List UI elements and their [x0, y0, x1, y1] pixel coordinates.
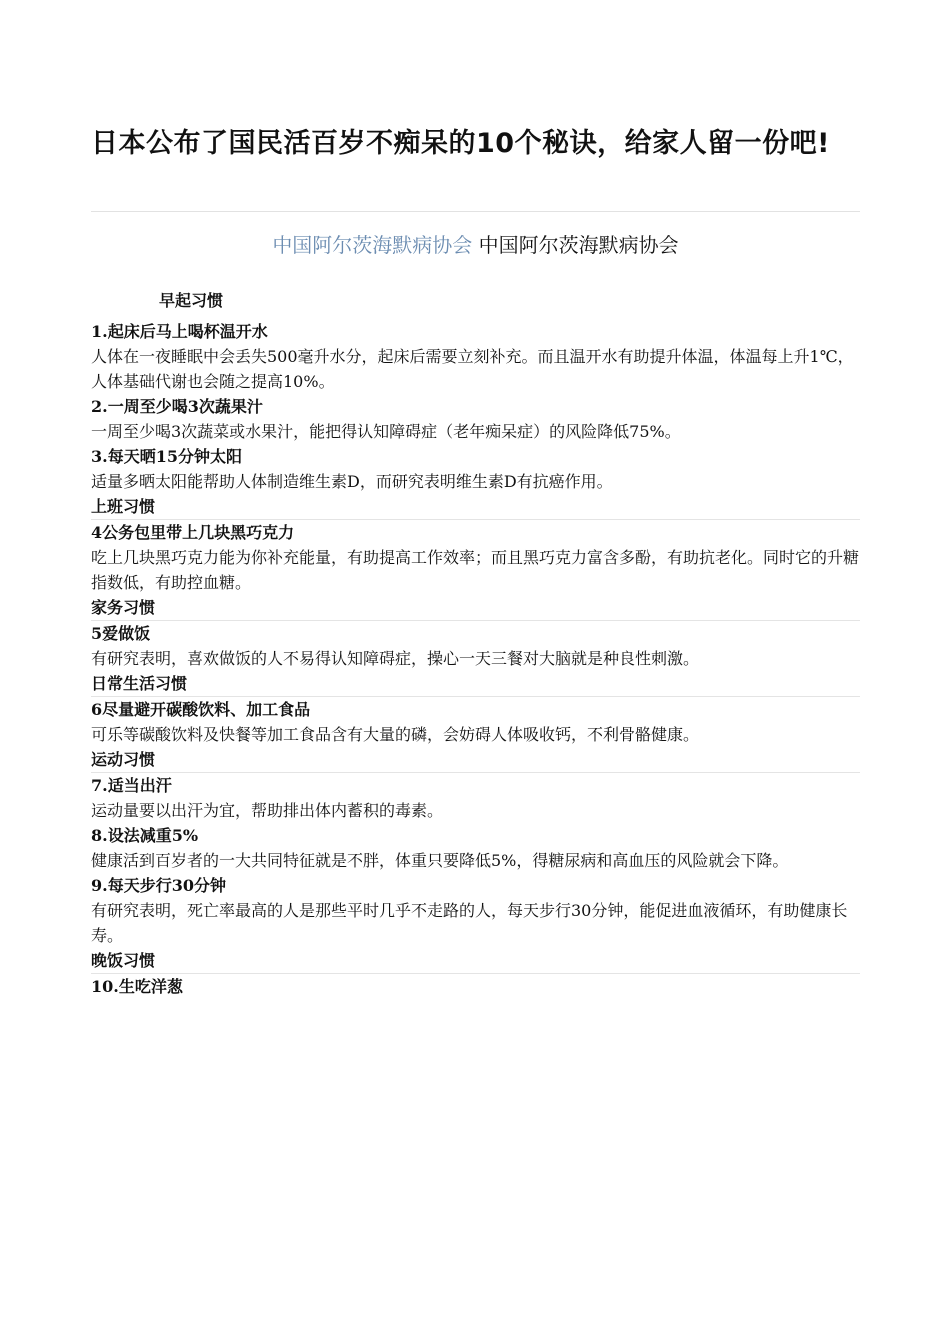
tip-title: 6尽量避开碳酸饮料、加工食品 [91, 700, 311, 719]
tip-title: 2.一周至少喝3次蔬果汁 [91, 397, 263, 416]
article-title: 日本公布了国民活百岁不痴呆的10个秘诀，给家人留一份吧! [91, 128, 830, 160]
tip-body: 人体在一夜睡眠中会丢失500毫升水分，起床后需要立刻补充。而且温开水有助提升体温，体温每上升1℃，人体基础代谢也会随之提高10%。 [91, 347, 854, 391]
tip-body: 适量多晒太阳能帮助人体制造维生素D，而研究表明维生素D有抗癌作用。 [91, 472, 613, 491]
section-heading-housework: 家务习惯 [91, 595, 860, 621]
source-link[interactable]: 中国阿尔茨海默病协会 [272, 233, 473, 257]
source-name: 中国阿尔茨海默病协会 [478, 233, 679, 257]
tip-body: 有研究表明，死亡率最高的人是那些平时几乎不走路的人，每天步行30分钟，能促进血液循环，有助健康长寿。 [91, 901, 848, 945]
section-heading-work: 上班习惯 [91, 494, 860, 520]
tip-body: 有研究表明，喜欢做饭的人不易得认知障碍症，操心一天三餐对大脑就是种良性刺激。 [91, 649, 700, 668]
article-content [91, 288, 860, 999]
section-heading-daily-life: 日常生活习惯 [91, 671, 860, 697]
section-heading-exercise: 运动习惯 [91, 747, 860, 773]
tip-body: 一周至少喝3次蔬菜或水果汁，能把得认知障碍症（老年痴呆症）的风险降低75%。 [91, 422, 681, 441]
tip-title: 7.适当出汗 [91, 776, 172, 795]
tip-title: 3.每天晒15分钟太阳 [91, 447, 242, 466]
tip-title: 8.设法减重5% [91, 826, 199, 845]
section-heading-dinner: 晚饭习惯 [91, 948, 860, 974]
tip-title: 9.每天步行30分钟 [91, 876, 226, 895]
byline [91, 228, 860, 262]
tip-body: 运动量要以出汗为宜，帮助排出体内蓄积的毒素。 [91, 801, 444, 820]
tip-title: 5爱做饭 [91, 624, 151, 643]
tip-body: 可乐等碳酸饮料及快餐等加工食品含有大量的磷，会妨碍人体吸收钙，不利骨骼健康。 [91, 725, 700, 744]
tip-body: 吃上几块黑巧克力能为你补充能量，有助提高工作效率；而且黑巧克力富含多酚，有助抗老化。同时它的升糖指数低，有助控血糖。 [91, 548, 860, 592]
tip-title: 4公务包里带上几块黑巧克力 [91, 523, 295, 542]
section-heading-morning: 早起习惯 [159, 291, 224, 310]
title-divider [91, 211, 860, 212]
tip-title: 10.生吃洋葱 [91, 977, 183, 996]
tip-body: 健康活到百岁者的一大共同特征就是不胖，体重只要降低5%，得糖尿病和高血压的风险就会下降。 [91, 851, 789, 870]
tip-title: 1.起床后马上喝杯温开水 [91, 322, 268, 341]
